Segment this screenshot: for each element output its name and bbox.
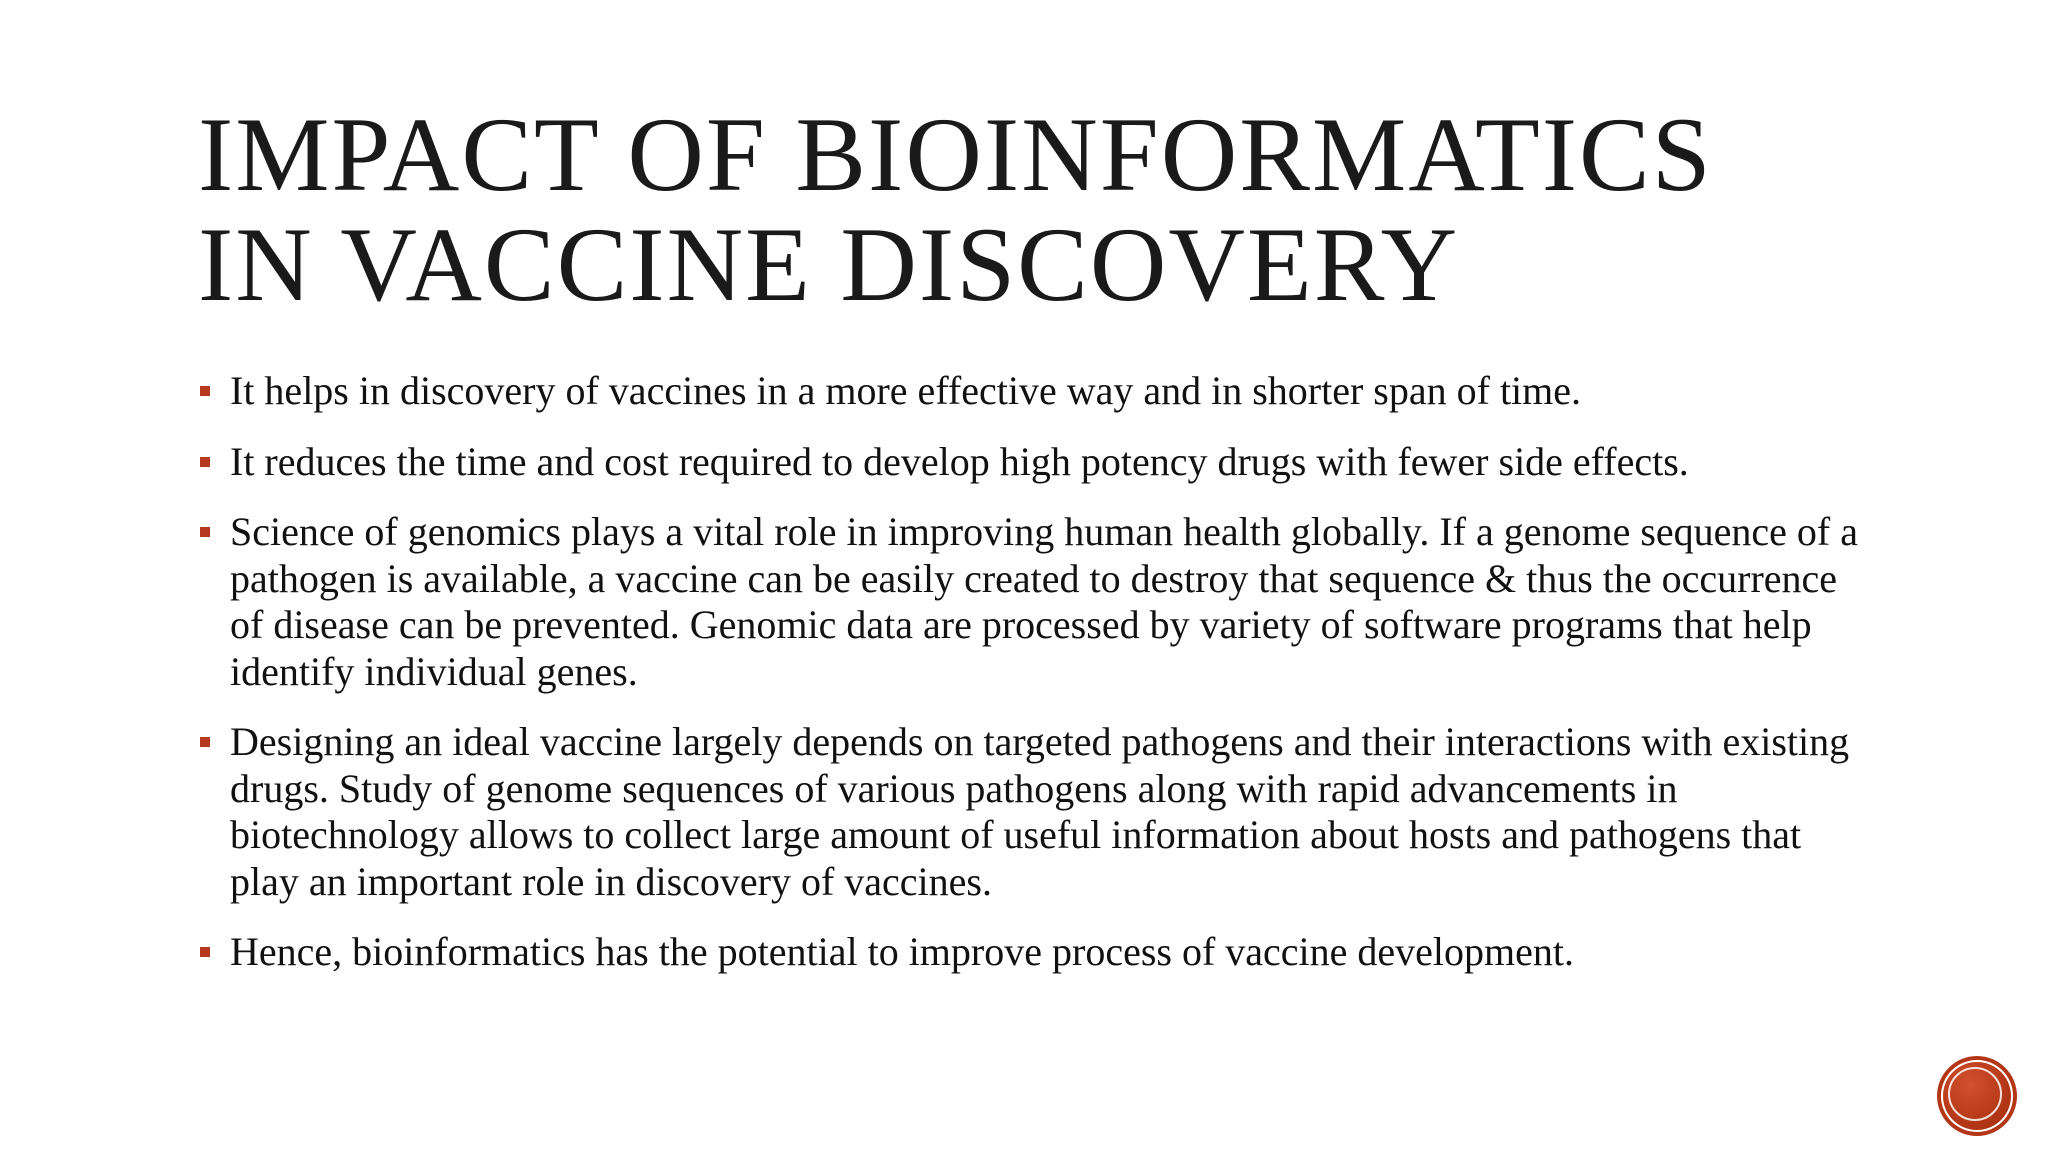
circle-badge-ring <box>1948 1067 2002 1121</box>
square-bullet-icon <box>200 737 210 747</box>
bullet-item <box>198 368 1878 415</box>
square-bullet-icon <box>200 457 210 467</box>
slide-title-line-1: IMPACT OF BIOINFORMATICS <box>198 96 1713 213</box>
bullet-text: It reduces the time and cost required to develop high potency drugs with fewer side effects. <box>230 438 1689 484</box>
square-bullet-icon <box>200 386 210 396</box>
square-bullet-icon <box>200 947 210 957</box>
bullet-text: It helps in discovery of vaccines in a more effective way and in shorter span of time. <box>230 368 1582 413</box>
bullet-item <box>198 929 1878 976</box>
slide-title-line-2: IN VACCINE DISCOVERY <box>198 206 1460 323</box>
bullet-item <box>198 719 1878 905</box>
bullet-text: Science of genomics plays a vital role in improving human health globally. If a genome sequence of a pathogen is available, a vaccine can be easily created to destroy that sequence & thus the occurrence of disease can be prevented. Genomic data are processed by variety of software programs that help identify individual genes. <box>230 509 1859 694</box>
bullet-item <box>198 509 1878 695</box>
circle-badge-icon <box>1941 1060 2013 1132</box>
slide-title <box>198 96 1898 323</box>
bullet-text: Hence, bioinformatics has the potential to improve process of vaccine development. <box>230 929 1575 974</box>
square-bullet-icon <box>200 527 210 537</box>
bullet-text: Designing an ideal vaccine largely depends on targeted pathogens and their interactions with existing drugs. Study of genome sequences of various pathogens along with rapid advancements in biotechnology allows to collect large amount of useful information about hosts and pathogens that play an important role in discovery of vaccines. <box>230 719 1850 904</box>
bullet-list <box>198 368 1878 1000</box>
bullet-item <box>198 439 1878 486</box>
